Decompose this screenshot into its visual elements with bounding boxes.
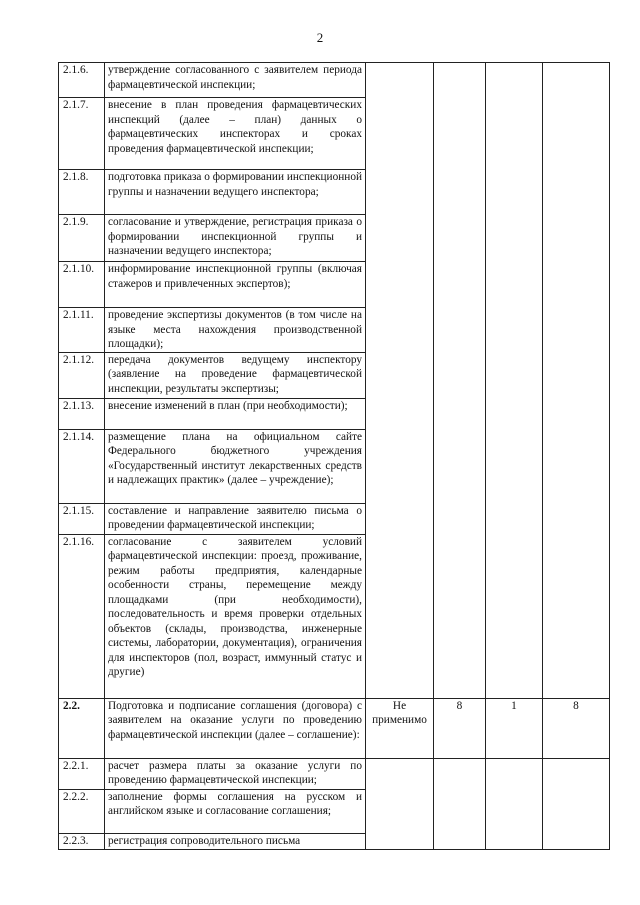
row-description: подготовка приказа о формировании инспекционной группы и назначении ведущего инспектора; [105, 170, 366, 215]
row-description: составление и направление заявителю письма о проведении фармацевтической инспекции; [105, 503, 366, 534]
row-number: 2.1.8. [59, 170, 105, 215]
empty-cell-d [543, 758, 610, 849]
row-description: регистрация сопроводительного письма [105, 833, 366, 849]
row-number: 2.1.7. [59, 98, 105, 170]
row-description: проведение экспертизы документов (в том числе на языке места нахождения производственной площадки); [105, 308, 366, 353]
empty-cell-a [366, 63, 434, 699]
empty-cell-c [486, 63, 543, 699]
row-description: согласование с заявителем условий фармацевтической инспекции: проезд, проживание, режим работы предприятия, календарные особенности страны, перемещение между площадками (при необходимости), последовательность и время проверки отдельных объектов (склады, производства, инженерные системы, лаборатории, документация), ограничения для инспекторов (пол, возраст, иммунный статус и другие) [105, 534, 366, 698]
procedure-table [58, 62, 610, 850]
empty-cell-d [543, 63, 610, 699]
empty-cell-c [486, 758, 543, 849]
row-number: 2.1.15. [59, 503, 105, 534]
table-row [59, 63, 610, 98]
empty-cell-b [434, 758, 486, 849]
row-number: 2.1.11. [59, 308, 105, 353]
row-number: 2.2.3. [59, 833, 105, 849]
table-row [59, 758, 610, 789]
row-description: заполнение формы соглашения на русском и английском языке и согласование соглашения; [105, 789, 366, 833]
row-number: 2.1.10. [59, 262, 105, 308]
empty-cell-b [434, 63, 486, 699]
row-number: 2.2.2. [59, 789, 105, 833]
row-description: внесение изменений в план (при необходимости); [105, 398, 366, 429]
row-number: 2.1.6. [59, 63, 105, 98]
row-description: размещение плана на официальном сайте Федерального бюджетного учреждения «Государственный институт лекарственных средств и надлежащих практик» (далее – учреждение); [105, 429, 366, 503]
row-number: 2.1.9. [59, 215, 105, 262]
row-description: внесение в план проведения фармацевтических инспекций (далее – план) данных о фармацевтических инспекторах и сроках проведения фармацевтической инспекции; [105, 98, 366, 170]
row-number: 2.2.1. [59, 758, 105, 789]
section-value-b: 8 [434, 698, 486, 758]
empty-cell-a [366, 758, 434, 849]
row-number: 2.1.13. [59, 398, 105, 429]
row-description: утверждение согласованного с заявителем периода фармацевтической инспекции; [105, 63, 366, 98]
row-description: расчет размера платы за оказание услуги по проведению фармацевтической инспекции; [105, 758, 366, 789]
row-description: согласование и утверждение, регистрация приказа о формировании инспекционной группы и назначении ведущего инспектора; [105, 215, 366, 262]
section-value-a: Не применимо [366, 698, 434, 758]
row-number: 2.1.14. [59, 429, 105, 503]
section-value-d: 8 [543, 698, 610, 758]
section-description: Подготовка и подписание соглашения (договора) с заявителем на оказание услуги по проведению фармацевтической инспекции (далее – соглашение): [105, 698, 366, 758]
row-number: 2.1.12. [59, 352, 105, 398]
row-description: информирование инспекционной группы (включая стажеров и привлеченных экспертов); [105, 262, 366, 308]
section-number: 2.2. [59, 698, 105, 758]
section-row [59, 698, 610, 758]
page-number: 2 [316, 30, 324, 45]
section-value-c: 1 [486, 698, 543, 758]
row-number: 2.1.16. [59, 534, 105, 698]
row-description: передача документов ведущему инспектору (заявление на проведение фармацевтической инспекции, результаты экспертизы; [105, 352, 366, 398]
